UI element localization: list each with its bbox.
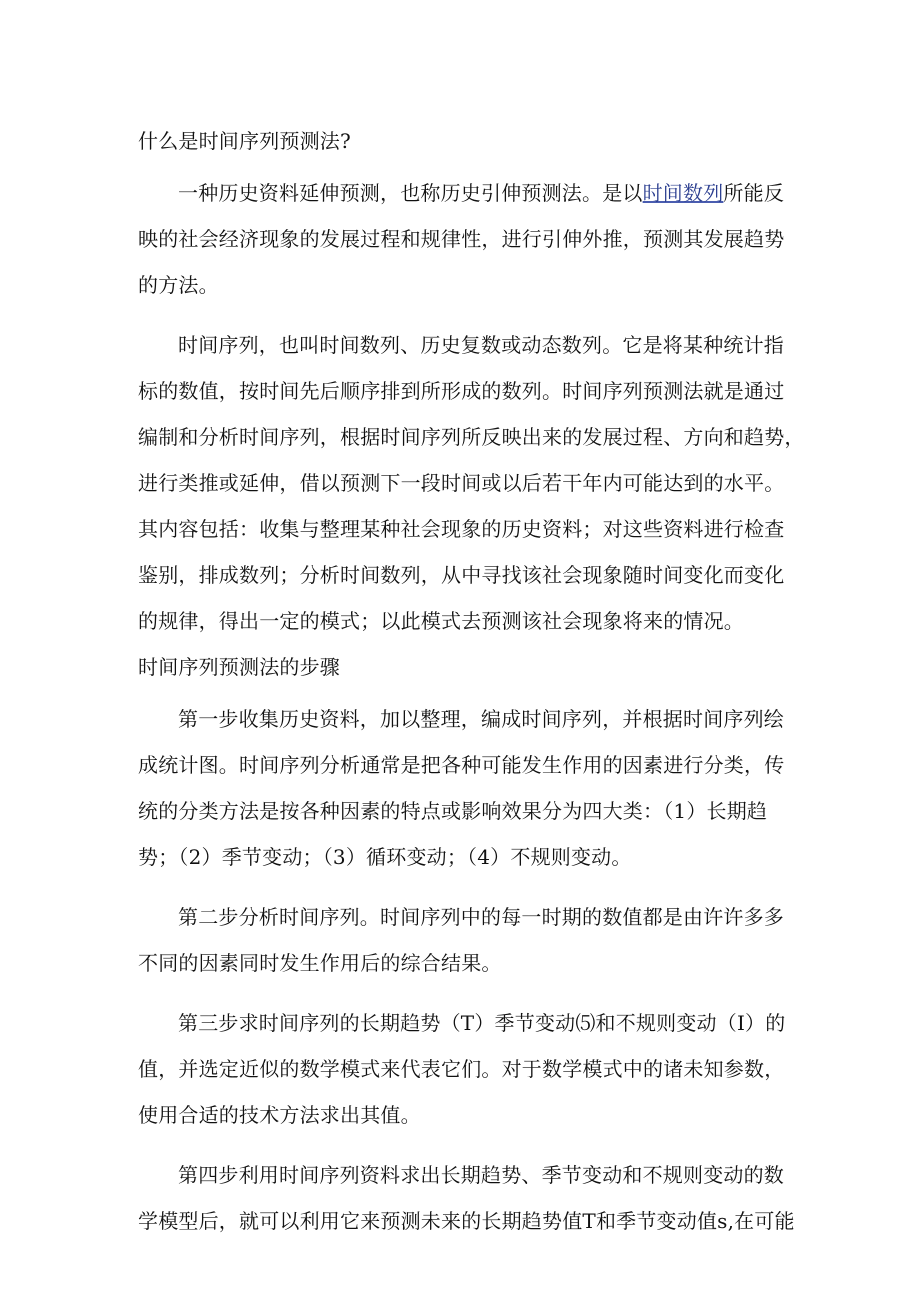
paragraph-definition-line-3: 的方法。 — [138, 273, 219, 297]
document-body — [138, 118, 805, 1244]
paragraph-time-series-line-6: 鉴别，排成数列；分析时间数列，从中寻找该社会现象随时间变化而变化 — [138, 563, 785, 587]
paragraph-time-series-line-5: 其内容包括：收集与整理某种社会现象的历史资料；对这些资料进行检查 — [138, 517, 785, 541]
paragraph-definition-line-2: 映的社会经济现象的发展过程和规律性，进行引伸外推，预测其发展趋势 — [138, 227, 785, 251]
step-1-line-4: 势；（2）季节变动；（3）循环变动；（4）不规则变动。 — [138, 845, 632, 869]
section-title-what-is: 什么是时间序列预测法? — [138, 129, 351, 153]
spacer — [138, 880, 798, 894]
paragraph-time-series-line-7: 的规律，得出一定的模式；以此模式去预测该社会现象将来的情况。 — [138, 609, 744, 633]
paragraph-definition-line-1 — [138, 170, 798, 216]
time-series-link[interactable]: 时间数列 — [642, 181, 724, 205]
text-segment: 一种历史资料延伸预测，也称历史引伸预测法。是以 — [178, 181, 643, 205]
step-1-line-2: 成统计图。时间序列分析通常是把各种可能发生作用的因素进行分类，传 — [138, 753, 785, 777]
step-1-line-3: 统的分类方法是按各种因素的特点或影响效果分为四大类：（1）长期趋 — [138, 799, 768, 823]
spacer — [138, 1138, 798, 1152]
step-2-line-2: 不同的因素同时发生作用后的综合结果。 — [138, 951, 502, 975]
section-title-steps: 时间序列预测法的步骤 — [138, 655, 340, 679]
paragraph-time-series-line-2: 标的数值，按时间先后顺序排到所形成的数列。时间序列预测法就是通过 — [138, 379, 785, 403]
paragraph-time-series-line-3: 编制和分析时间序列，根据时间序列所反映出来的发展过程、方向和趋势， — [138, 425, 805, 449]
paragraph-time-series-line-4: 进行类推或延伸，借以预测下一段时间或以后若干年内可能达到的水平。 — [138, 471, 785, 495]
step-4-line-2: 学模型后，就可以利用它来预测未来的长期趋势值T和季节变动值s,在可能 — [138, 1209, 795, 1233]
step-1-line-1: 第一步收集历史资料，加以整理，编成时间序列，并根据时间序列绘 — [178, 707, 784, 731]
step-4-line-1: 第四步利用时间序列资料求出长期趋势、季节变动和不规则变动的数 — [178, 1163, 784, 1187]
text-segment: 所能反 — [723, 181, 785, 205]
step-2-line-1: 第二步分析时间序列。时间序列中的每一时期的数值都是由许许多多 — [178, 905, 784, 929]
paragraph-time-series-line-1: 时间序列，也叫时间数列、历史复数或动态数列。它是将某种统计指 — [178, 333, 784, 357]
step-3-line-3: 使用合适的技术方法求出其值。 — [138, 1103, 421, 1127]
step-3-line-1: 第三步求时间序列的长期趋势（T）季节变动⑸和不规则变动（I）的 — [178, 1011, 786, 1035]
step-3-line-2: 值，并选定近似的数学模式来代表它们。对于数学模式中的诸未知参数， — [138, 1057, 785, 1081]
spacer — [138, 308, 798, 322]
spacer — [138, 986, 798, 1000]
